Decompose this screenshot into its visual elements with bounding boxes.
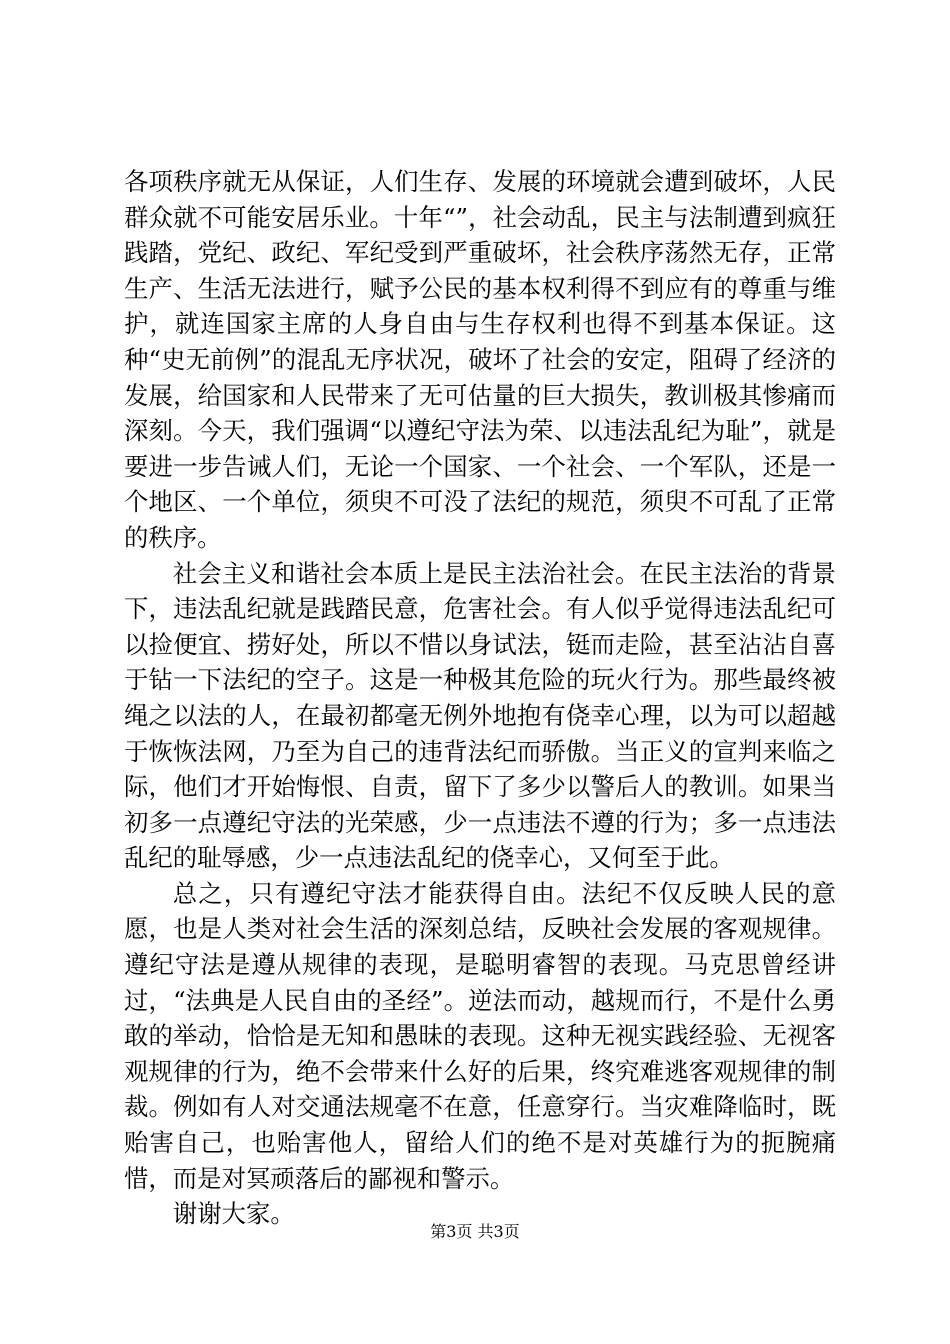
paragraph-thanks: 谢谢大家。 [172,1199,295,1229]
paragraph-conclusion: 总之，只有遵纪守法才能获得自由。法纪不仅反映人民的意愿，也是人类对社会生活的深刻总结，反映社会发展的客观规律。遵纪守法是遵从规律的表现，是聪明睿智的表现。马克思曾经讲过，“法典是人民自由的圣经”。逆法而动，越规而行，不是什么勇敢的举动，恰恰是无知和愚昧的表现。这种无视实践经验、无视客观规律的行为，绝不会带来什么好的后果，终究难逃客观规律的制裁。例如有人对交通法规毫不在意，任意穿行。当灾难降临时，既贻害自己，也贻害他人，留给人们的绝不是对英雄行为的扼腕痛惜，而是对冥顽落后的鄙视和警示。 [124,878,836,1193]
paragraph-continuation: 各项秩序就无从保证，人们生存、发展的环境就会遭到破坏，人民群众就不可能安居乐业。十年“”，社会动乱，民主与法制遭到疯狂践踏，党纪、政纪、军纪受到严重破坏，社会秩序荡然无存，正常生产、生活无法进行，赋予公民的基本权利得不到应有的尊重与维护，就连国家主席的人身自由与生存权利也得不到基本保证。这种“史无前例”的混乱无序状况，破坏了社会的安定，阻碍了经济的发展，给国家和人民带来了无可估量的巨大损失，教训极其惨痛而深刻。今天，我们强调“以遵纪守法为荣、以违法乱纪为耻”，就是要进一步告诫人们，无论一个国家、一个社会、一个军队，还是一个地区、一个单位，须臾不可没了法纪的规范，须臾不可乱了正常的秩序。 [124,167,836,552]
document-body [124,164,836,1232]
page-number-footer: 第3页 共3页 [430,1222,520,1241]
paragraph-harmonious-society: 社会主义和谐社会本质上是民主法治社会。在民主法治的背景下，违法乱纪就是践踏民意，危害社会。有人似乎觉得违法乱纪可以捡便宜、捞好处，所以不惜以身试法，铤而走险，甚至沾沾自喜于钻一下法纪的空子。这是一种极其危险的玩火行为。那些最终被绳之以法的人，在最初都毫无例外地抱有侥幸心理，以为可以超越于恢恢法网，乃至为自己的违背法纪而骄傲。当正义的宣判来临之际，他们才开始悔恨、自责，留下了多少以警后人的教训。如果当初多一点遵纪守法的光荣感，少一点违法不遵的行为；多一点违法乱纪的耻辱感，少一点违法乱纪的侥幸心，又何至于此。 [124,558,836,873]
